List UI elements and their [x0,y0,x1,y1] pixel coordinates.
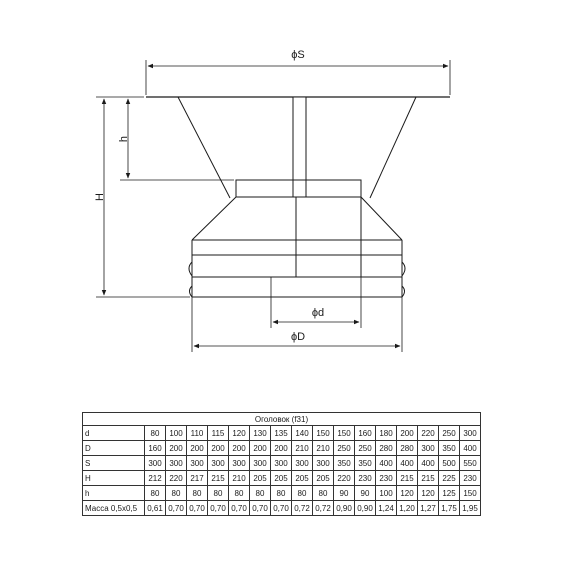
table-cell: 80 [313,486,334,501]
table-cell: 280 [397,441,418,456]
table-cell: 80 [271,486,292,501]
table-cell: 550 [460,456,481,471]
table-cell: 300 [418,441,439,456]
table-cell: 220 [418,426,439,441]
table-cell: 200 [166,441,187,456]
table-cell: 0,61 [145,501,166,516]
table-cell: 300 [229,456,250,471]
dim-label-h: h [118,135,130,143]
table-cell: 210 [292,441,313,456]
dim-label-d: ϕd [311,307,325,319]
table-cell: 80 [187,486,208,501]
table-cell: 350 [439,441,460,456]
table-row [83,426,481,441]
table-cell: 200 [397,426,418,441]
table-cell: 80 [145,426,166,441]
table-cell: 110 [187,426,208,441]
table-title: Оголовок (f31) [83,413,481,426]
table-cell: 220 [334,471,355,486]
table-cell: 205 [313,471,334,486]
table-cell: 217 [187,471,208,486]
table-cell: 250 [334,441,355,456]
table-cell: 120 [397,486,418,501]
table-cell: 1,95 [460,501,481,516]
table-cell: 300 [145,456,166,471]
table-cell: 120 [229,426,250,441]
table-cell: 125 [439,486,460,501]
table-cell: 0,72 [292,501,313,516]
table-cell: 80 [292,486,313,501]
table-cell: 220 [166,471,187,486]
table-cell: 0,90 [355,501,376,516]
row-label: S [83,456,145,471]
dim-label-D: ϕD [290,331,306,343]
table-cell: 212 [145,471,166,486]
table-cell: 80 [208,486,229,501]
table-cell: 300 [166,456,187,471]
row-label: d [83,426,145,441]
table-row [83,456,481,471]
table-cell: 80 [166,486,187,501]
table-cell: 160 [355,426,376,441]
table-cell: 150 [313,426,334,441]
table-cell: 230 [460,471,481,486]
table-cell: 300 [460,426,481,441]
table-cell: 90 [355,486,376,501]
table-cell: 300 [313,456,334,471]
table-cell: 300 [208,456,229,471]
table-cell: 230 [376,471,397,486]
table-cell: 0,72 [313,501,334,516]
table-cell: 300 [271,456,292,471]
table-row [83,441,481,456]
table-cell: 300 [250,456,271,471]
table-cell: 200 [271,441,292,456]
table-cell: 500 [439,456,460,471]
table-cell: 130 [250,426,271,441]
row-label: H [83,471,145,486]
table-cell: 100 [166,426,187,441]
chimney-cap-outline [146,97,450,297]
row-label: D [83,441,145,456]
table-cell: 200 [250,441,271,456]
row-label: h [83,486,145,501]
table-cell: 1,27 [418,501,439,516]
table-cell: 400 [418,456,439,471]
table-cell: 150 [334,426,355,441]
table-cell: 150 [460,486,481,501]
table-cell: 250 [439,426,460,441]
table-cell: 205 [250,471,271,486]
table-cell: 0,70 [250,501,271,516]
table-title-row [83,413,481,426]
table-cell: 115 [208,426,229,441]
table-cell: 280 [376,441,397,456]
table-cell: 1,20 [397,501,418,516]
table-cell: 80 [229,486,250,501]
table-cell: 250 [355,441,376,456]
table-cell: 140 [292,426,313,441]
table-cell: 90 [334,486,355,501]
table-row [83,471,481,486]
table-row [83,486,481,501]
table-cell: 100 [376,486,397,501]
table-cell: 1,75 [439,501,460,516]
table-cell: 0,70 [271,501,292,516]
table-cell: 300 [187,456,208,471]
table-cell: 0,70 [187,501,208,516]
dim-label-h-total: H [94,193,106,201]
table-cell: 210 [313,441,334,456]
table-cell: 210 [229,471,250,486]
table-cell: 350 [334,456,355,471]
spec-table [82,412,481,516]
dimension-lines [96,60,450,352]
table-cell: 160 [145,441,166,456]
table-cell: 200 [208,441,229,456]
table-cell: 80 [145,486,166,501]
table-cell: 0,70 [229,501,250,516]
table-cell: 0,70 [208,501,229,516]
table-cell: 205 [292,471,313,486]
table-cell: 215 [208,471,229,486]
table-cell: 0,90 [334,501,355,516]
table-cell: 400 [460,441,481,456]
dim-label-s: ϕS [291,49,305,61]
table-cell: 1,24 [376,501,397,516]
dimension-labels [94,49,324,343]
table-cell: 200 [187,441,208,456]
table-cell: 215 [397,471,418,486]
table-cell: 350 [355,456,376,471]
table-cell: 225 [439,471,460,486]
table-cell: 400 [376,456,397,471]
table-cell: 230 [355,471,376,486]
table-cell: 0,70 [166,501,187,516]
table-cell: 300 [292,456,313,471]
table-cell: 135 [271,426,292,441]
table-cell: 80 [250,486,271,501]
table-cell: 205 [271,471,292,486]
row-label: Масса 0,5x0,5 [83,501,145,516]
table-row [83,501,481,516]
table-cell: 400 [397,456,418,471]
table-cell: 200 [229,441,250,456]
table-cell: 120 [418,486,439,501]
table-cell: 215 [418,471,439,486]
table-cell: 180 [376,426,397,441]
